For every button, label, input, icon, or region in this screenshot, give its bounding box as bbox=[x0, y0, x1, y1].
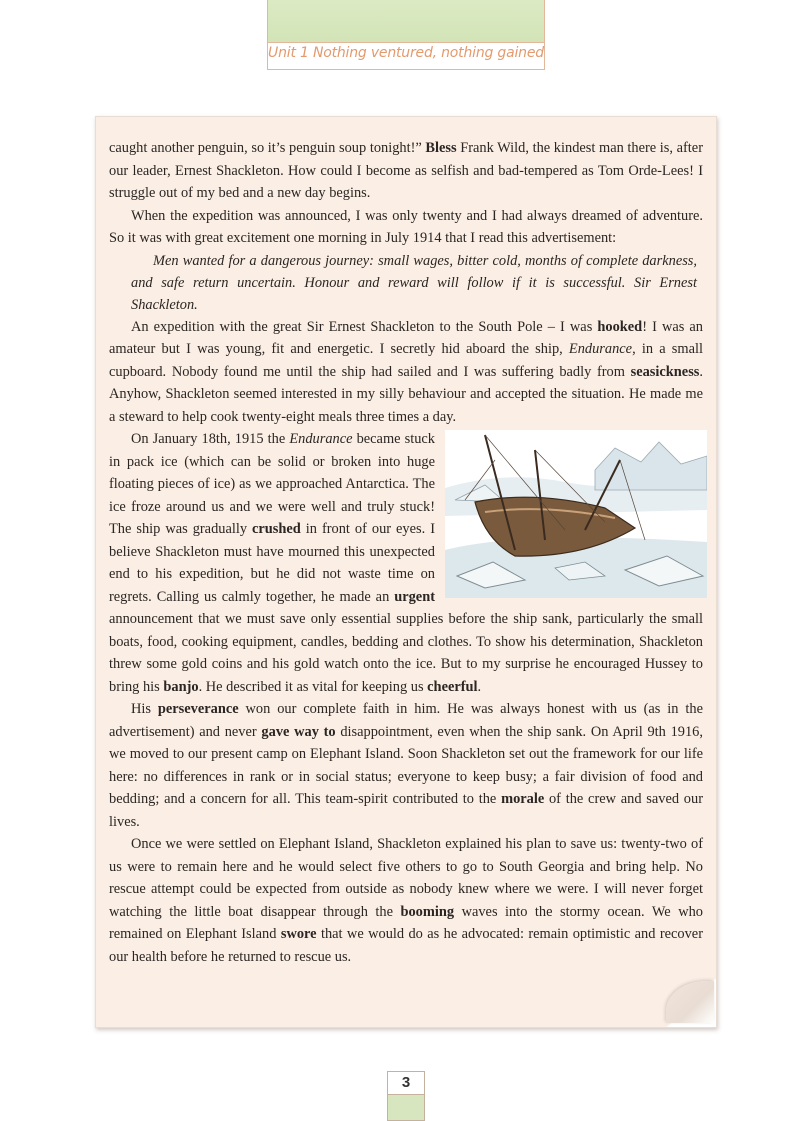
paragraph-3 bbox=[109, 316, 703, 429]
text-span: His bbox=[131, 701, 158, 717]
text-span: . bbox=[477, 678, 482, 695]
paragraph-6 bbox=[109, 833, 703, 968]
reading-page bbox=[95, 116, 717, 1028]
page-curl bbox=[664, 979, 716, 1027]
text-span: announcement that we must save only essential supplies before the ship sank, particularly the small boats, food, cooking equipment, candles, bedding and clothes. To show his determination, Shackleton threw some gold coins and his gold watch onto the ice. But to my surprise he encouraged Hussey to bring his bbox=[109, 611, 703, 695]
text-span: On January 18th, 1915 the bbox=[131, 431, 290, 447]
vocab-word: banjo bbox=[163, 678, 199, 695]
unit-header-tab bbox=[267, 0, 545, 70]
ship-illustration-svg bbox=[445, 430, 707, 598]
vocab-word: gave way to bbox=[261, 723, 336, 740]
text-span: became stuck in pack ice (which can be solid or broken into huge floating pieces of ice) as we approached Antarctica. The ice froze around us and we were well and truly stuck! The ship was gradually bbox=[109, 431, 435, 537]
vocab-word: seasickness bbox=[630, 363, 700, 380]
vocab-word: morale bbox=[501, 791, 545, 807]
paragraph-2: When the expedition was announced, I was only twenty and I had always dreamed of adventure. So it was with great excitement one morning in July 1914 that I read this advertisement: bbox=[109, 207, 703, 246]
text-span: Frank Wild, the kindest man there is, after our leader, Ernest Shackleton. How could I become as selfish and bad-tempered as Tom Orde-Lees! I struggle out of my bed and a new day begins. bbox=[109, 140, 703, 201]
advertisement-text: Men wanted for a dangerous journey: small wages, bitter cold, months of complete darkness, and safe return uncertain. Honour and reward will follow if it is successful. bbox=[131, 252, 697, 291]
page-number-box bbox=[387, 1071, 425, 1121]
vocab-word: crushed bbox=[252, 521, 301, 537]
page-curl-fold bbox=[666, 981, 714, 1023]
text-span: , in a small cupboard. Nobody found me until the ship had sailed and I was suffering badly from bbox=[109, 341, 703, 380]
text-span: that we would do as he advocated: remain optimistic and recover our health before he returned to rescue us. bbox=[109, 926, 703, 965]
text-span: of the crew and saved our lives. bbox=[109, 791, 703, 830]
vocab-word: cheerful bbox=[427, 678, 478, 695]
text-span: won our complete faith in him. He was always honest with us (as in the advertisement) and never bbox=[109, 701, 703, 740]
header-green-band bbox=[268, 0, 544, 43]
text-span: . Anyhow, Shackleton seemed interested in my silly behaviour and accepted the situation. He made me a steward to help cook twenty-eight meals three times a day. bbox=[109, 363, 703, 425]
text-span: disappointment, even when the ship sank. On April 9th 1916, we moved to our present camp on Elephant Island. Soon Shackleton set out the framework for our life here: no differences in rank or in social status; everyone to keep busy; a fair division of food and bedding; and a concern for all. This team-spirit contributed to the bbox=[109, 723, 703, 807]
text-span: in front of our eyes. I believe Shackleton must have mourned this unexpected end to his expedition, but he did not waste time on regrets. Calling us calmly together, he made an bbox=[109, 521, 435, 605]
vocab-word: Bless bbox=[425, 140, 457, 156]
vocab-word: hooked bbox=[597, 318, 643, 335]
paragraph-1 bbox=[109, 137, 703, 205]
ship-in-ice-illustration bbox=[445, 430, 707, 598]
ship-name: Endurance bbox=[289, 431, 353, 447]
text-span: ! I was an amateur but I was young, fit and energetic. I secretly hid aboard the ship, bbox=[109, 318, 703, 357]
unit-title: Unit 1 Nothing ventured, nothing gained bbox=[268, 45, 544, 61]
text-span: . He described it as vital for keeping us bbox=[198, 678, 428, 695]
vocab-word: urgent bbox=[394, 588, 435, 605]
ship-name: Endurance bbox=[568, 341, 633, 357]
reading-text bbox=[109, 137, 703, 968]
text-span: waves into the stormy ocean. We who remained on Elephant Island bbox=[109, 903, 703, 942]
paragraph-5 bbox=[109, 698, 703, 833]
vocab-word: booming bbox=[400, 903, 455, 920]
text-span: An expedition with the great Sir Ernest Shackleton to the South Pole – I was bbox=[131, 318, 598, 335]
vocab-word: perseverance bbox=[157, 701, 239, 717]
advertisement-quote bbox=[109, 250, 703, 316]
page-number: 3 bbox=[388, 1072, 424, 1095]
text-span: Once we were settled on Elephant Island, Shackleton explained his plan to save us: twenty-two of us were to remain here and he would select five others to go to South Georgia and bring help. No rescue attempt could be expected from outside as nobody knew where we were. I will never forget watching the little boat disappear through the bbox=[109, 836, 703, 920]
advertisement-signoff: Sir Ernest Shackleton. bbox=[131, 274, 697, 313]
vocab-word: swore bbox=[280, 926, 317, 942]
text-span: caught another penguin, so it’s penguin soup tonight!” bbox=[109, 140, 426, 156]
